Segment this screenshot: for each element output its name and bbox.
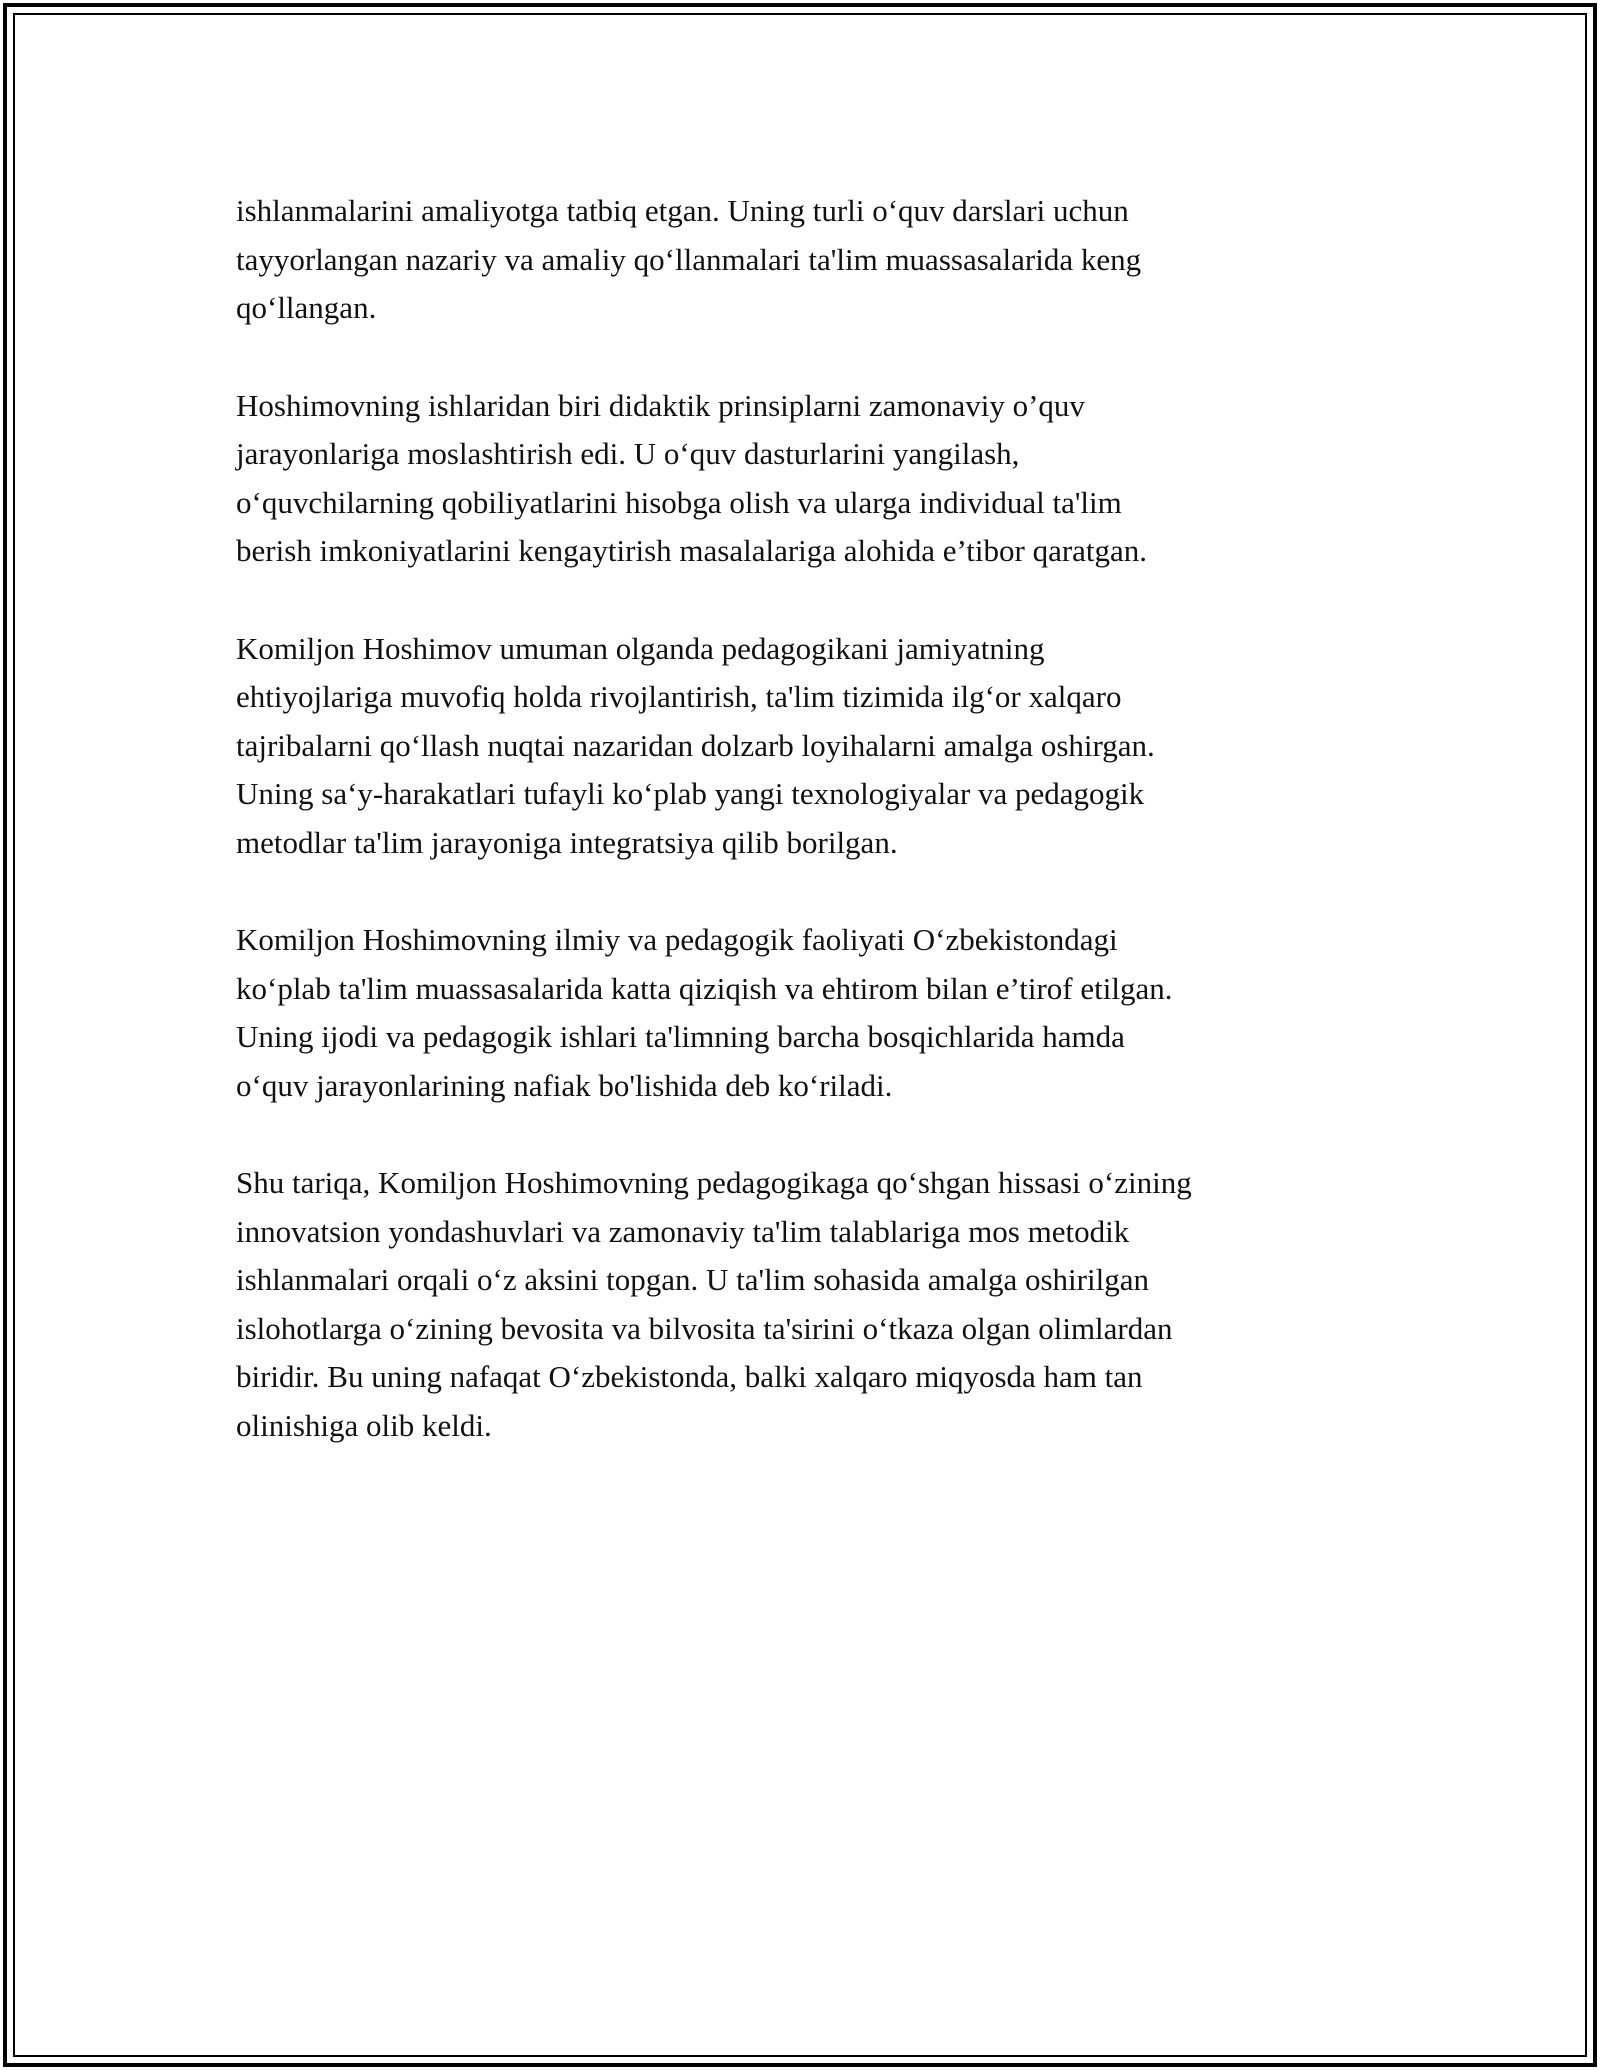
paragraph-5 bbox=[236, 1159, 1386, 1450]
text-line: ishlanmalari orqali o‘z aksini topgan. U ta'lim sohasida amalga oshirilgan bbox=[236, 1262, 1149, 1297]
paragraph-2 bbox=[236, 382, 1386, 576]
text-line: Uning sa‘y-harakatlari tufayli ko‘plab yangi texnologiyalar va pedagogik bbox=[236, 776, 1145, 811]
text-line: Komiljon Hoshimovning ilmiy va pedagogik faoliyati O‘zbekistondagi bbox=[236, 922, 1118, 957]
text-line: Komiljon Hoshimov umuman olganda pedagogikani jamiyatning bbox=[236, 630, 1045, 666]
text-line: islohotlarga o‘zining bevosita va bilvosita ta'sirini o‘tkaza olgan olimlardan bbox=[236, 1310, 1173, 1346]
text-line: qo‘llangan. bbox=[236, 290, 377, 325]
text-line: tayyorlangan nazariy va amaliy qo‘llanmalari ta'lim muassasalarida keng bbox=[236, 241, 1142, 277]
text-line: Hoshimovning ishlaridan biri didaktik prinsiplarni zamonaviy o’quv bbox=[236, 387, 1085, 423]
text-line: berish imkoniyatlarini kengaytirish masalalariga alohida e’tibor qaratgan. bbox=[236, 533, 1148, 568]
text-line: Uning ijodi va pedagogik ishlari ta'limning barcha bosqichlarida hamda bbox=[236, 1019, 1125, 1054]
text-line: ko‘plab ta'lim muassasalarida katta qiziqish va ehtirom bilan e’tirof etilgan. bbox=[236, 970, 1173, 1006]
text-line: Shu tariqa, Komiljon Hoshimovning pedagogikaga qo‘shgan hissasi o‘zining bbox=[236, 1165, 1192, 1200]
text-line: olinishiga olib keldi. bbox=[236, 1407, 492, 1443]
paragraph-1 bbox=[236, 187, 1386, 333]
text-line: o‘quvchilarning qobiliyatlarini hisobga olish va ularga individual ta'lim bbox=[236, 484, 1122, 520]
text-line: tajribalarni qo‘llash nuqtai nazaridan dolzarb loyihalarni amalga oshirgan. bbox=[236, 727, 1155, 763]
text-line: ehtiyojlariga muvofiq holda rivojlantirish, ta'lim tizimida ilg‘or xalqaro bbox=[236, 679, 1122, 714]
text-line: innovatsion yondashuvlari va zamonaviy ta'lim talablariga mos metodik bbox=[236, 1213, 1130, 1249]
document-body bbox=[236, 187, 1386, 1499]
text-line: ishlanmalarini amaliyotga tatbiq etgan. Uning turli o‘quv darslari uchun bbox=[236, 193, 1129, 228]
text-line: o‘quv jarayonlarining nafiak bo'lishida deb ko‘riladi. bbox=[236, 1067, 893, 1103]
paragraph-3 bbox=[236, 625, 1386, 868]
paragraph-4 bbox=[236, 916, 1386, 1110]
text-line: biridir. Bu uning nafaqat O‘zbekistonda, balki xalqaro miqyosda ham tan bbox=[236, 1359, 1143, 1394]
text-line: metodlar ta'lim jarayoniga integratsiya qilib borilgan. bbox=[236, 824, 898, 860]
text-line: jarayonlariga moslashtirish edi. U o‘quv dasturlarini yangilash, bbox=[236, 436, 1020, 471]
